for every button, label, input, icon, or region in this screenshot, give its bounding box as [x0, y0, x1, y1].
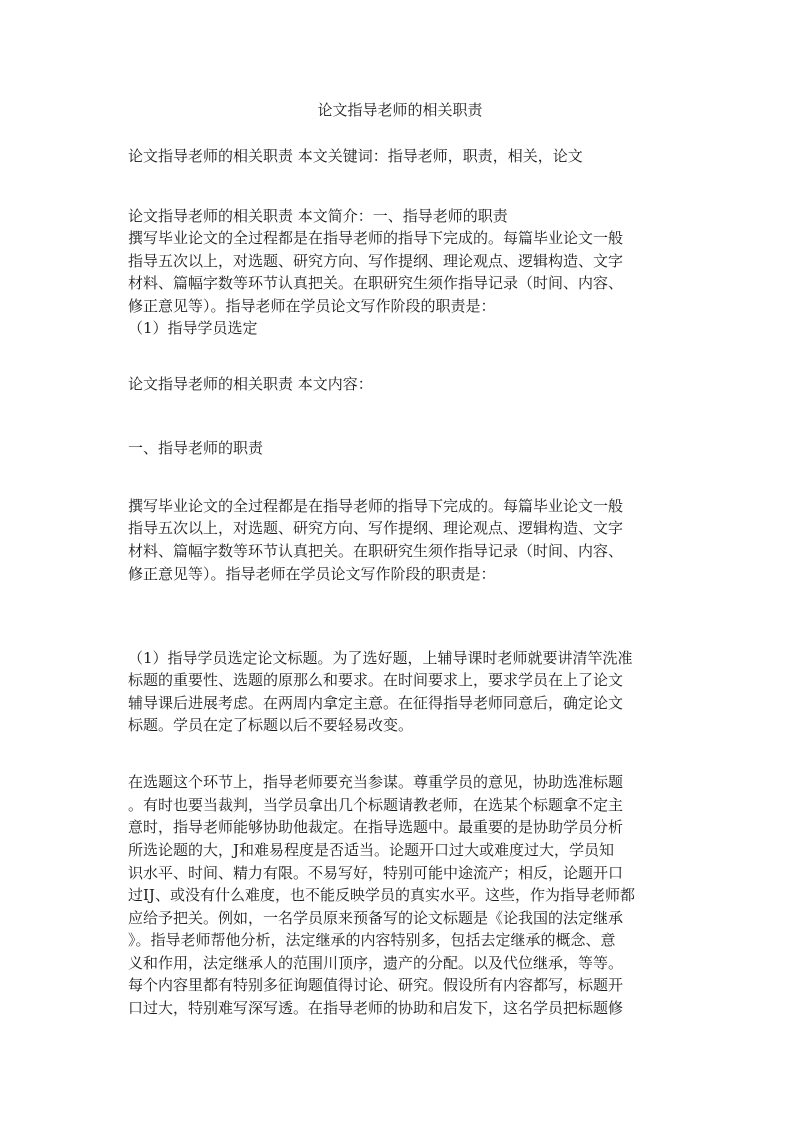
paragraph-line: 。有时也要当裁判，当学员拿出几个标题请教老师，在选某个标题拿不定主 [128, 796, 624, 814]
section-heading: 一、指导老师的职责 [128, 439, 264, 457]
summary-line: 论文指导老师的相关职责 本文简介：一、指导老师的职责 [128, 207, 508, 225]
paragraph-line: 指导五次以上，对选题、研究方向、写作提纲、理论观点、逻辑构造、文字 [128, 519, 624, 537]
document-title: 论文指导老师的相关职责 [317, 101, 483, 119]
paragraph-line: 义和作用，法定继承人的范围川顶序，遗产的分配。以及代位继承，等等。 [128, 954, 624, 972]
paragraph-line: （1）指导学员选定论文标题。为了选好题，上辅导课时老师就要讲清竿洗准 [128, 649, 633, 667]
paragraph-line: 标题。学员在定了标题以后不要轻易改变。 [128, 716, 414, 734]
summary-line: 材料、篇幅字数等环节认真把关。在职研究生须作指导记录（时间、内容、 [128, 274, 624, 292]
paragraph-line: 口过大，特别难写深写透。在指导老师的协助和启发下，这名学员把标题修 [128, 999, 624, 1017]
content-heading: 论文指导老师的相关职责 本文内容： [128, 375, 373, 393]
keywords-line: 论文指导老师的相关职责 本文关键词：指导老师，职责，相关，论文 [128, 147, 583, 165]
paragraph-line: 》。指导老师帮他分析，法定继承的内容特别多，包括去定继承的概念、意 [128, 931, 616, 949]
paragraph-line: 修正意见等）。指导老师在学员论文写作阶段的职责是： [128, 565, 496, 583]
paragraph-line: 过IJ、或没有什么难度，也不能反映学员的真实水平。这些，作为指导老师都 [128, 886, 635, 904]
paragraph-line: 撰写毕业论文的全过程都是在指导老师的指导下完成的。每篇毕业论文一般 [128, 497, 624, 515]
paragraph-line: 材料、篇幅字数等环节认真把关。在职研究生须作指导记录（时间、内容、 [128, 542, 624, 560]
paragraph-line: 识水平、时间、精力有限。不易写好，特别可能中途流产；相反，论题开口 [128, 864, 624, 882]
summary-line: （1）指导学员选定 [128, 319, 258, 337]
paragraph-line: 每个内容里都有特别多征询题值得讨论、研究。假设所有内容都写，标题开 [128, 976, 624, 994]
paragraph-line: 标题的重要性、选题的原那么和要求。在时间要求上，要求学员在上了论文 [128, 671, 624, 689]
paragraph-line: 应给予把关。例如，一名学员原来预备写的论文标题是《论我国的法定继承 [128, 909, 624, 927]
paragraph-line: 意时，指导老师能够协助他裁定。在指导选题中。最重要的是协助学员分析 [128, 818, 624, 836]
summary-line: 修正意见等）。指导老师在学员论文写作阶段的职责是： [128, 297, 496, 315]
summary-line: 撰写毕业论文的全过程都是在指导老师的指导下完成的。每篇毕业论文一般 [128, 229, 624, 247]
paragraph-line: 所选论题的大，J和难易程度是否适当。论题开口过大或难度过大，学员知 [128, 841, 615, 859]
paragraph-line: 辅导课后进展考虑。在两周内拿定主意。在征得指导老师同意后，确定论文 [128, 694, 624, 712]
summary-line: 指导五次以上，对选题、研究方向、写作提纲、理论观点、逻辑构造、文字 [128, 252, 624, 270]
paragraph-line: 在选题这个环节上，指导老师要充当参谋。尊重学员的意见，协助选准标题 [128, 773, 624, 791]
